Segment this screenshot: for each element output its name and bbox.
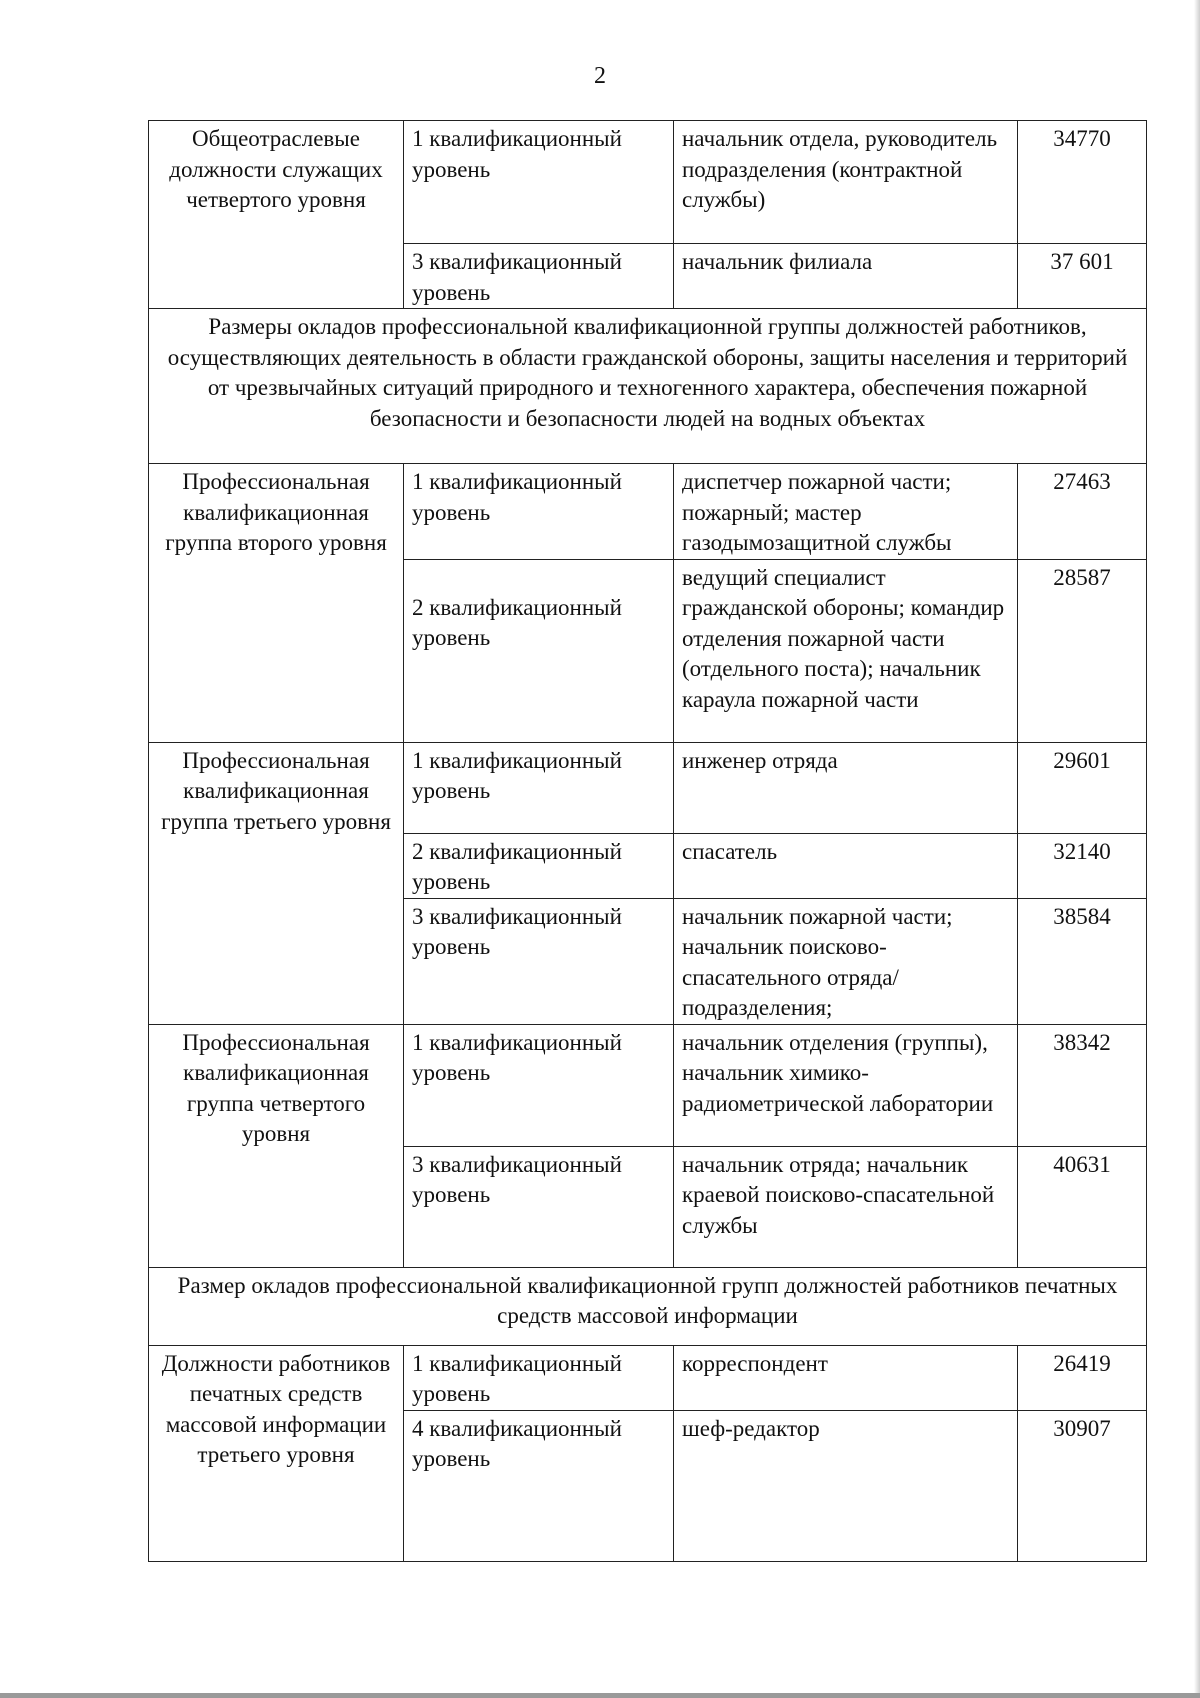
level-cell: 2 квалификационный уровень	[404, 559, 674, 742]
page-number: 2	[594, 63, 606, 89]
salary-table	[148, 120, 1147, 1562]
amount-cell: 28587	[1018, 559, 1147, 742]
amount-cell: 34770	[1018, 121, 1147, 244]
position-cell: корреспондент	[674, 1345, 1018, 1410]
level-cell: 1 квалификационный уровень	[404, 1024, 674, 1146]
table-row	[149, 121, 1147, 244]
amount-cell: 30907	[1018, 1410, 1147, 1561]
table-row	[149, 1345, 1147, 1410]
page-edge-shadow	[1194, 0, 1200, 1698]
section-header: Размер окладов профессиональной квалификационной групп должностей работников печатных средств массовой информации	[149, 1267, 1147, 1345]
amount-cell: 26419	[1018, 1345, 1147, 1410]
table-row	[149, 742, 1147, 833]
position-cell: диспетчер пожарной части; пожарный; мастер газодымозащитной службы	[674, 464, 1018, 560]
group-name-cell: Профессиональная квалификационная группа четвертого уровня	[149, 1024, 404, 1267]
amount-cell: 27463	[1018, 464, 1147, 560]
amount-cell: 38584	[1018, 898, 1147, 1024]
section-header-row	[149, 1267, 1147, 1345]
group-name-cell: Профессиональная квалификационная группа третьего уровня	[149, 742, 404, 1024]
position-cell: начальник отделения (группы), начальник химико-радиометрической лаборатории	[674, 1024, 1018, 1146]
position-cell: начальник отдела, руководитель подразделения (контрактной службы)	[674, 121, 1018, 244]
amount-cell: 40631	[1018, 1146, 1147, 1267]
level-cell: 1 квалификационный уровень	[404, 464, 674, 560]
level-cell: 3 квалификационный уровень	[404, 244, 674, 309]
level-cell: 3 квалификационный уровень	[404, 898, 674, 1024]
level-cell: 2 квалификационный уровень	[404, 833, 674, 898]
level-cell: 3 квалификационный уровень	[404, 1146, 674, 1267]
position-cell: инженер отряда	[674, 742, 1018, 833]
section-header: Размеры окладов профессиональной квалификационной группы должностей работников, осуществляющих деятельность в области гражданской обороны, защиты населения и территорий от чрезвычайных ситуаций природного и техногенного характера, обеспечения пожарной безопасности и безопасности людей на водных объектах	[149, 309, 1147, 464]
table-row	[149, 464, 1147, 560]
group-name-cell: Общеотраслевые должности служащих четвертого уровня	[149, 121, 404, 309]
position-cell: шеф-редактор	[674, 1410, 1018, 1561]
level-cell: 1 квалификационный уровень	[404, 1345, 674, 1410]
amount-cell: 38342	[1018, 1024, 1147, 1146]
position-cell: спасатель	[674, 833, 1018, 898]
group-name-cell: Профессиональная квалификационная группа второго уровня	[149, 464, 404, 743]
section-header-row	[149, 309, 1147, 464]
amount-cell: 32140	[1018, 833, 1147, 898]
page-bottom-edge	[0, 1693, 1200, 1698]
amount-cell: 37 601	[1018, 244, 1147, 309]
position-cell: начальник отряда; начальник краевой поисково-спасательной службы	[674, 1146, 1018, 1267]
group-name-cell: Должности работников печатных средств массовой информации третьего уровня	[149, 1345, 404, 1561]
level-cell: 1 квалификационный уровень	[404, 742, 674, 833]
position-cell: ведущий специалист гражданской обороны; командир отделения пожарной части (отдельного поста); начальник караула пожарной части	[674, 559, 1018, 742]
position-cell: начальник филиала	[674, 244, 1018, 309]
level-cell: 1 квалификационный уровень	[404, 121, 674, 244]
position-cell: начальник пожарной части; начальник поисково-спасательного отряда/подразделения;	[674, 898, 1018, 1024]
table-row	[149, 1024, 1147, 1146]
amount-cell: 29601	[1018, 742, 1147, 833]
level-cell: 4 квалификационный уровень	[404, 1410, 674, 1561]
